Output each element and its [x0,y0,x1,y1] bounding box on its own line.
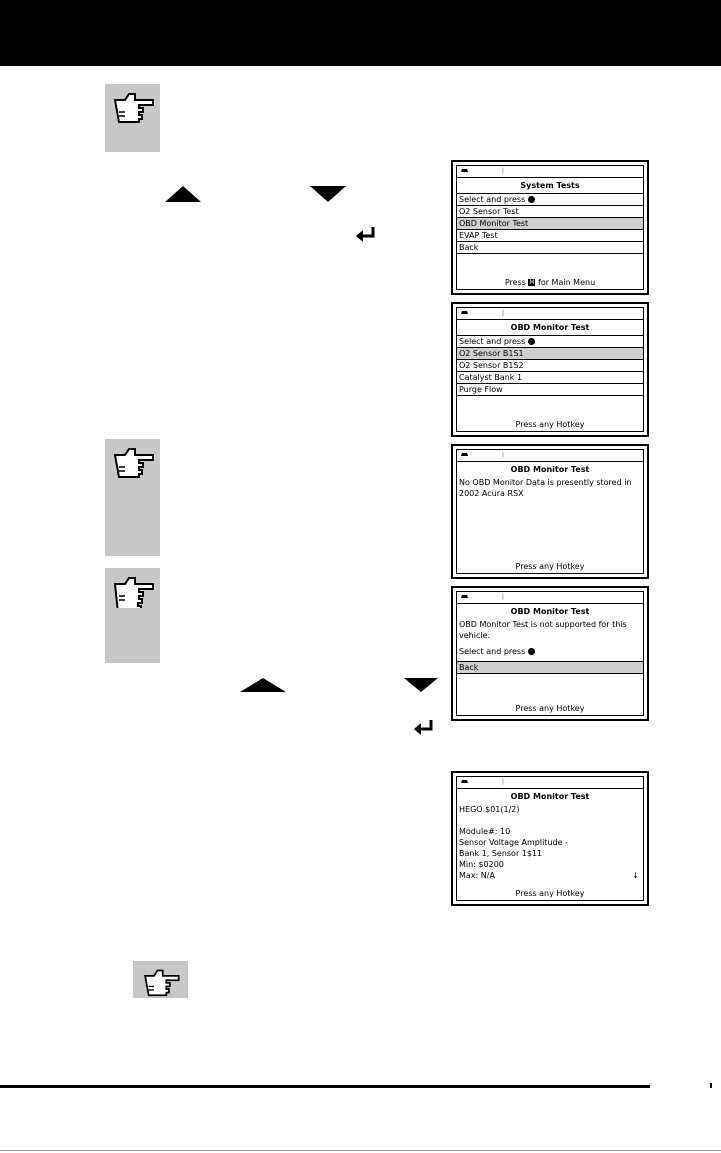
status-bar [457,592,643,604]
enter-circle-icon [528,648,535,655]
pointing-hand-note-icon [105,568,160,663]
menu-item-back[interactable]: Back [457,661,643,674]
menu-item-selected[interactable]: O2 Sensor B1S1 [457,348,643,360]
bluetooth-icon: ᛒ [501,778,506,786]
header-bar [0,0,721,66]
bluetooth-icon: ᛒ [501,309,506,317]
device-screen-system-tests [451,160,649,295]
result-line: Module#: 10 [459,827,511,836]
screen-title: OBD Monitor Test [510,792,590,801]
screen-title: System Tests [457,178,643,194]
up-arrow-icon [240,678,286,692]
bluetooth-icon: ᛒ [501,593,506,601]
enter-circle-icon [528,196,535,203]
result-spacer [457,815,643,826]
select-prompt: Select and press [457,646,643,657]
menu-item[interactable]: O2 Sensor B1S2 [457,360,643,372]
enter-key-icon [413,719,435,737]
screen-footer: Press any Hotkey [515,562,585,571]
scroll-down-icon[interactable]: ↓ [632,871,639,880]
enter-circle-icon [528,338,535,345]
menu-key-icon: M [529,279,535,286]
status-bar [457,166,643,178]
screen-footer: Press M for Main Menu [504,278,596,287]
status-bar [457,777,643,789]
result-line: Max: N/A ↓ [459,871,639,880]
menu-item[interactable]: EVAP Test [457,230,643,242]
screen-footer: Press any Hotkey [515,420,585,429]
pointing-hand-note-icon [133,961,188,998]
status-bar [457,308,643,320]
message-line: No OBD Monitor Data is presently stored in [459,478,632,487]
status-bar [457,450,643,462]
car-icon [460,778,469,784]
message-line: vehicle. [459,631,491,640]
screen-title: OBD Monitor Test [510,465,590,474]
select-prompt: Select and press [457,194,643,206]
enter-key-icon [355,226,377,244]
bluetooth-icon: ᛒ [501,451,506,459]
car-icon [460,451,469,457]
result-line: HEGO $01(1/2) [459,805,520,814]
up-arrow-icon [165,186,201,202]
message-line: OBD Monitor Test is not supported for this [459,620,627,629]
down-arrow-icon [404,678,438,692]
select-prompt: Select and press [457,336,643,348]
screen-footer: Press any Hotkey [515,889,585,898]
screen-footer: Press any Hotkey [515,704,585,713]
result-line: Min: $0200 [459,860,504,869]
menu-item[interactable]: O2 Sensor Test [457,206,643,218]
bottom-line [0,1150,721,1151]
car-icon [460,309,469,315]
result-line: Sensor Voltage Amplitude - [459,838,568,847]
bluetooth-icon: ᛒ [501,167,506,175]
device-screen-obd-monitor-list [451,302,649,437]
pointing-hand-note-icon [105,84,160,152]
down-arrow-icon [310,186,346,202]
menu-item-selected[interactable]: OBD Monitor Test [457,218,643,230]
menu-item[interactable]: Purge Flow [457,384,643,396]
device-screen-no-data [451,444,649,579]
message-line: 2002 Acura RSX [459,489,524,498]
device-screen-monitor-result [451,771,649,906]
footer-rule [0,1085,650,1088]
footer-tick [710,1083,712,1088]
screen-title: OBD Monitor Test [457,320,643,336]
screen-title: OBD Monitor Test [510,607,590,616]
pointing-hand-note-icon [105,439,160,556]
menu-item-back[interactable]: Back [457,242,643,254]
result-line: Bank 1, Sensor 1$11 [459,849,543,858]
device-screen-not-supported [451,586,649,721]
menu-item[interactable]: Catalyst Bank 1 [457,372,643,384]
car-icon [460,167,469,173]
car-icon [460,593,469,599]
